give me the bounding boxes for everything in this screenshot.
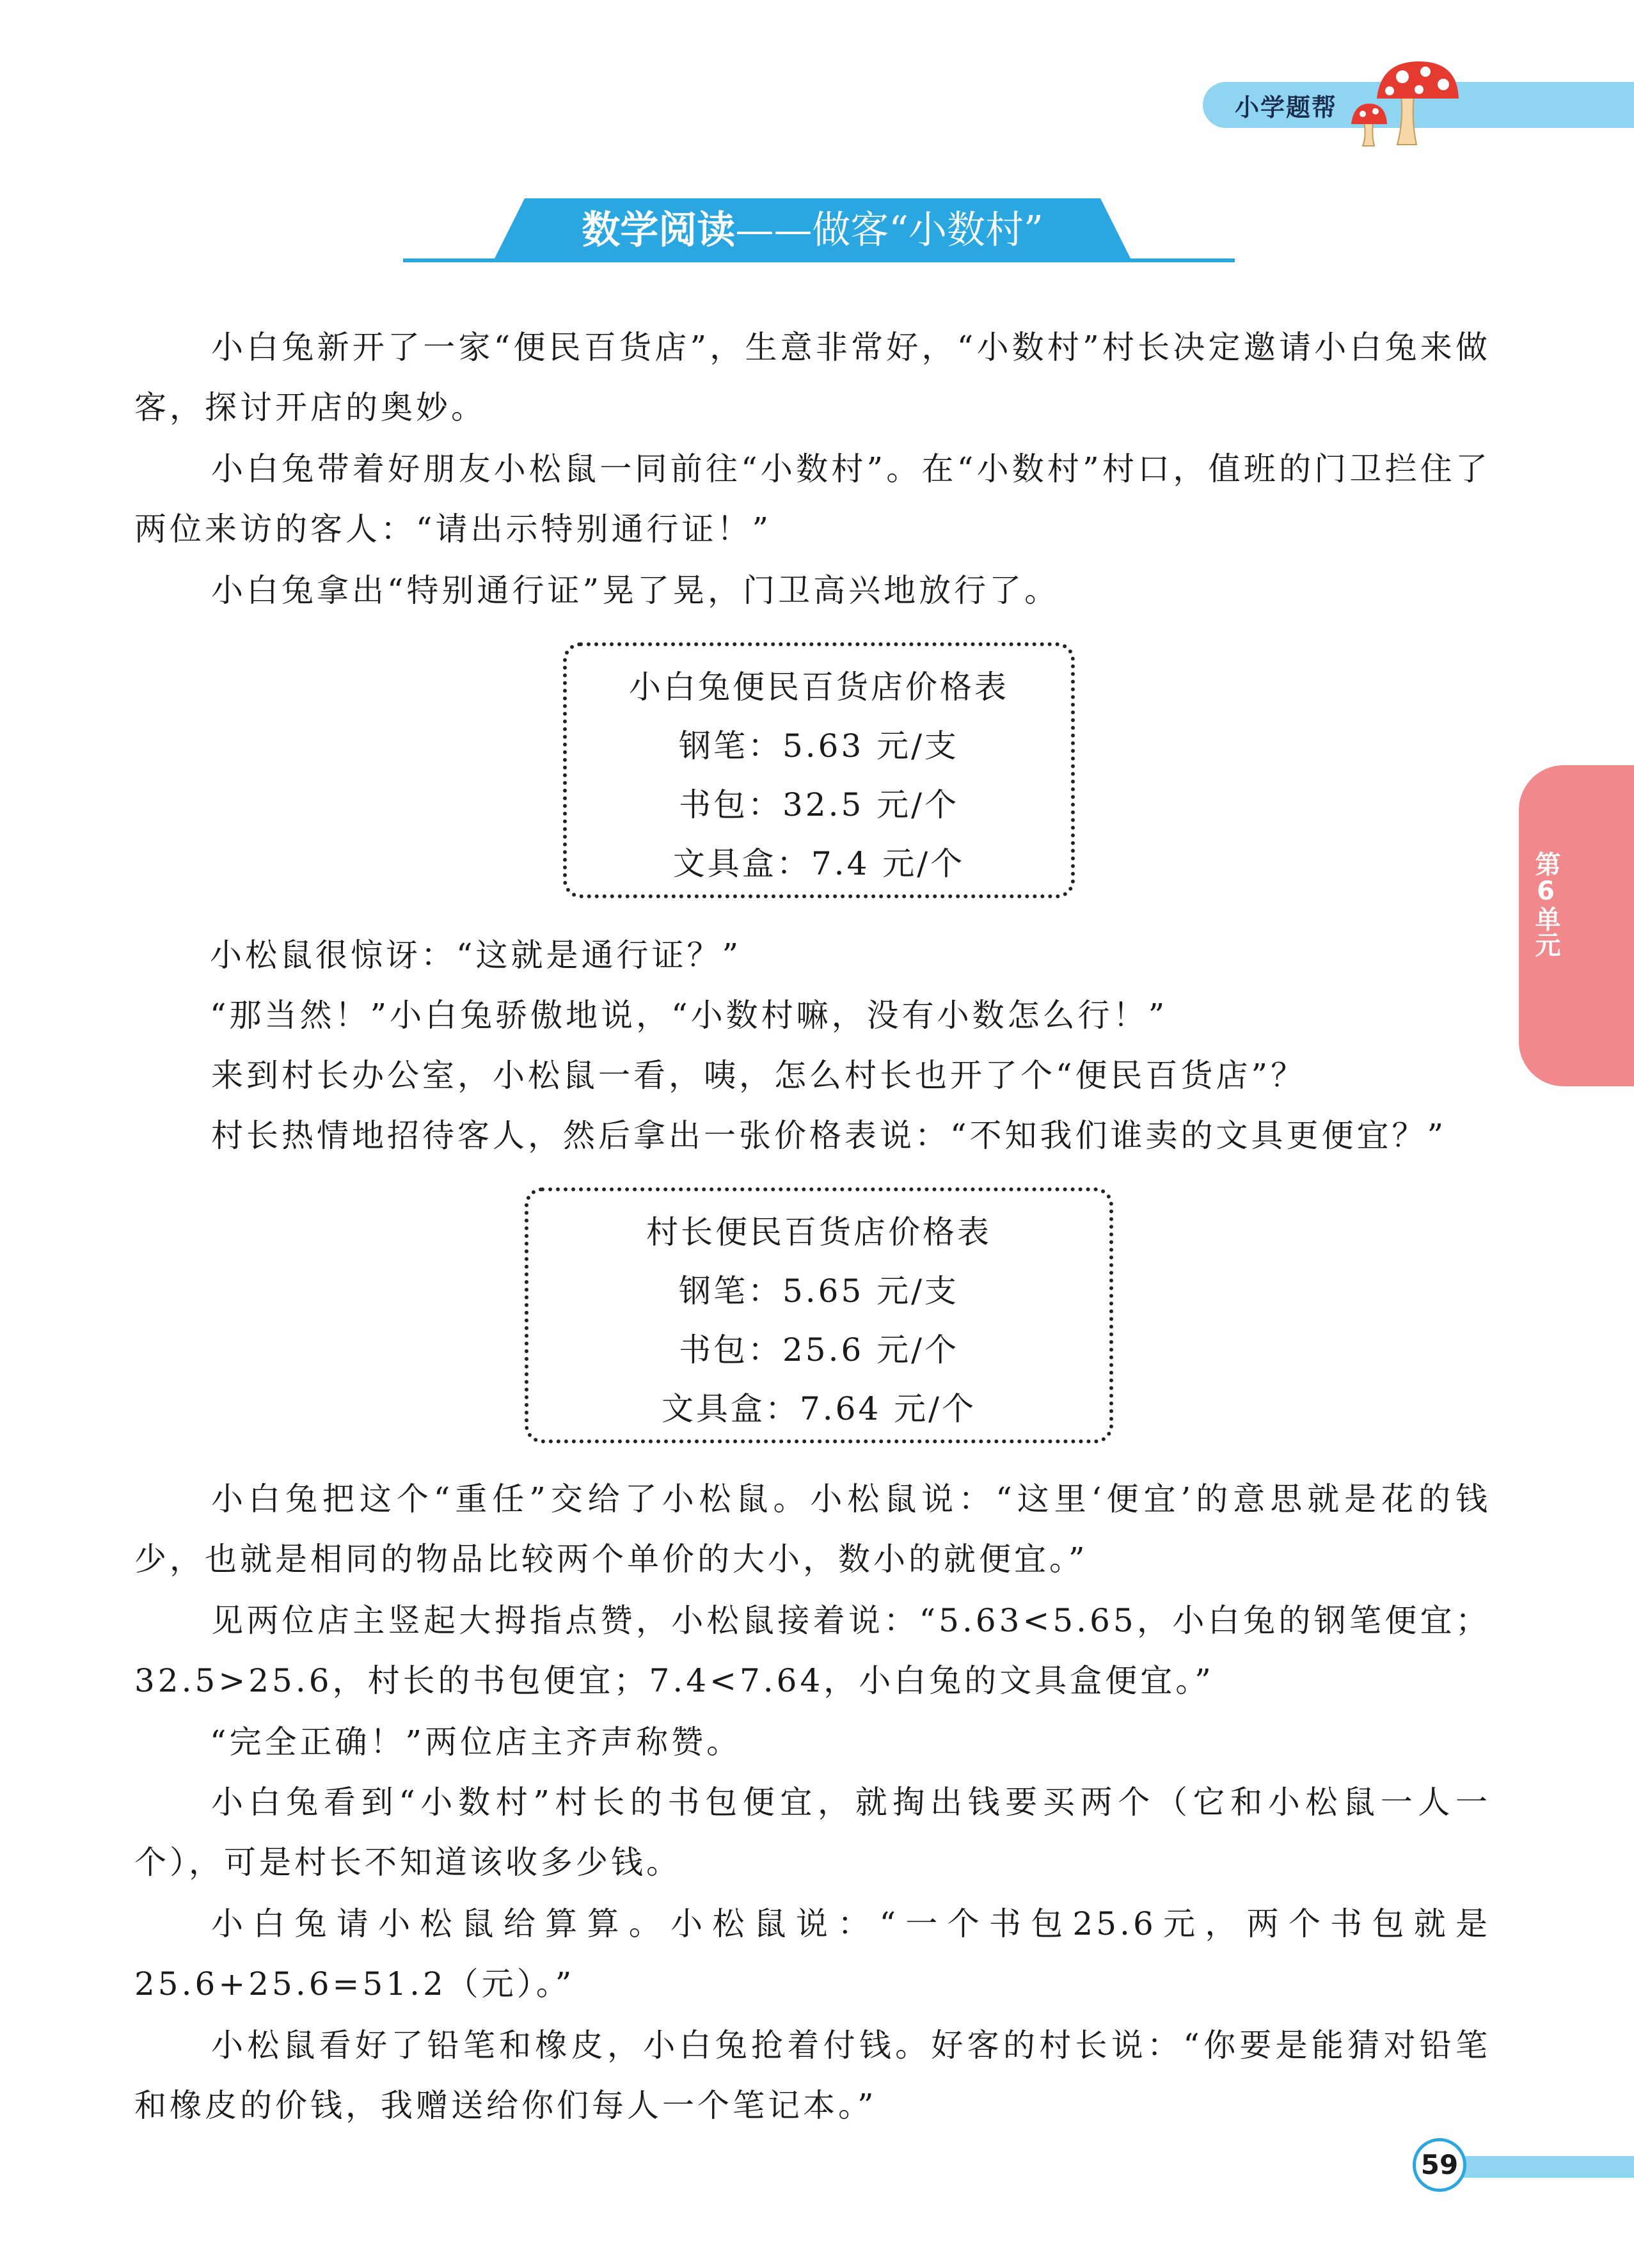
paragraph-9: 见两位店主竖起大拇指点赞，小松鼠接着说：“5.63<5.65，小白兔的钢笔便宜；32.5>25.6，村长的书包便宜；7.4<7.64，小白兔的文具盒便宜。” <box>134 1602 1491 1699</box>
header-tab-label: 小学题帮 <box>1235 93 1338 122</box>
price-row: 书包：32.5 元/个 <box>678 786 960 823</box>
page-number: 59 <box>1413 2138 1466 2192</box>
title-main: 数学阅读 <box>582 208 736 253</box>
price-table-village-chief <box>525 1187 1113 1443</box>
page-number-bar <box>1452 2156 1634 2178</box>
article-title <box>403 198 1235 269</box>
paragraph-2: 小白兔带着好朋友小松鼠一同前往“小数村”。在“小数村”村口，值班的门卫拦住了两位来访的客人：“请出示特别通行证！” <box>134 450 1491 548</box>
unit-side-tab-label: 第6单元 <box>1531 851 1560 957</box>
paragraph-5: “那当然！”小白兔骄傲地说，“小数村嘛，没有小数怎么行！” <box>210 997 1168 1034</box>
paragraph-8: 小白兔把这个“重任”交给了小松鼠。小松鼠说：“这里‘便宜’的意思就是花的钱少，也就是相同的物品比较两个单价的大小，数小的就便宜。” <box>134 1480 1491 1578</box>
title-text <box>493 205 1132 256</box>
price-row: 文具盒：7.64 元/个 <box>661 1390 977 1427</box>
paragraph-13: 小松鼠看好了铅笔和橡皮，小白兔抢着付钱。好客的村长说：“你要是能猜对铅笔和橡皮的价钱，我赠送给你们每人一个笔记本。” <box>134 2027 1491 2124</box>
paragraph-7: 村长热情地招待客人，然后拿出一张价格表说：“不知我们谁卖的文具更便宜？” <box>211 1117 1447 1154</box>
price-table-title: 村长便民百货店价格表 <box>646 1214 992 1251</box>
paragraph-1: 小白兔新开了一家“便民百货店”，生意非常好，“小数村”村长决定邀请小白兔来做客，探讨开店的奥妙。 <box>134 329 1491 426</box>
paragraph-10: “完全正确！”两位店主齐声称赞。 <box>210 1724 742 1761</box>
paragraph-12: 小白兔请小松鼠给算算。小松鼠说：“一个书包25.6元，两个书包就是25.6+25.6=51.2（元）。” <box>134 1905 1491 2002</box>
price-table-title: 小白兔便民百货店价格表 <box>629 669 1009 706</box>
paragraph-4: 小松鼠很惊讶：“这就是通行证？” <box>210 937 742 974</box>
paragraph-6: 来到村长办公室，小松鼠一看，咦，怎么村长也开了个“便民百货店”？ <box>211 1057 1306 1094</box>
price-row: 文具盒：7.4 元/个 <box>672 845 965 882</box>
price-row: 钢笔：5.63 元/支 <box>678 727 960 765</box>
title-sub: ——做客“小数村” <box>735 208 1043 253</box>
price-row: 钢笔：5.65 元/支 <box>678 1273 960 1310</box>
paragraph-3: 小白兔拿出“特别通行证”晃了晃，门卫高兴地放行了。 <box>211 572 1060 609</box>
price-table-rabbit <box>563 642 1075 898</box>
price-row: 书包：25.6 元/个 <box>678 1331 960 1368</box>
mushroom-icon <box>1350 58 1471 147</box>
paragraph-11: 小白兔看到“小数村”村长的书包便宜，就掏出钱要买两个（它和小松鼠一人一个），可是村长不知道该收多少钱。 <box>134 1784 1491 1881</box>
